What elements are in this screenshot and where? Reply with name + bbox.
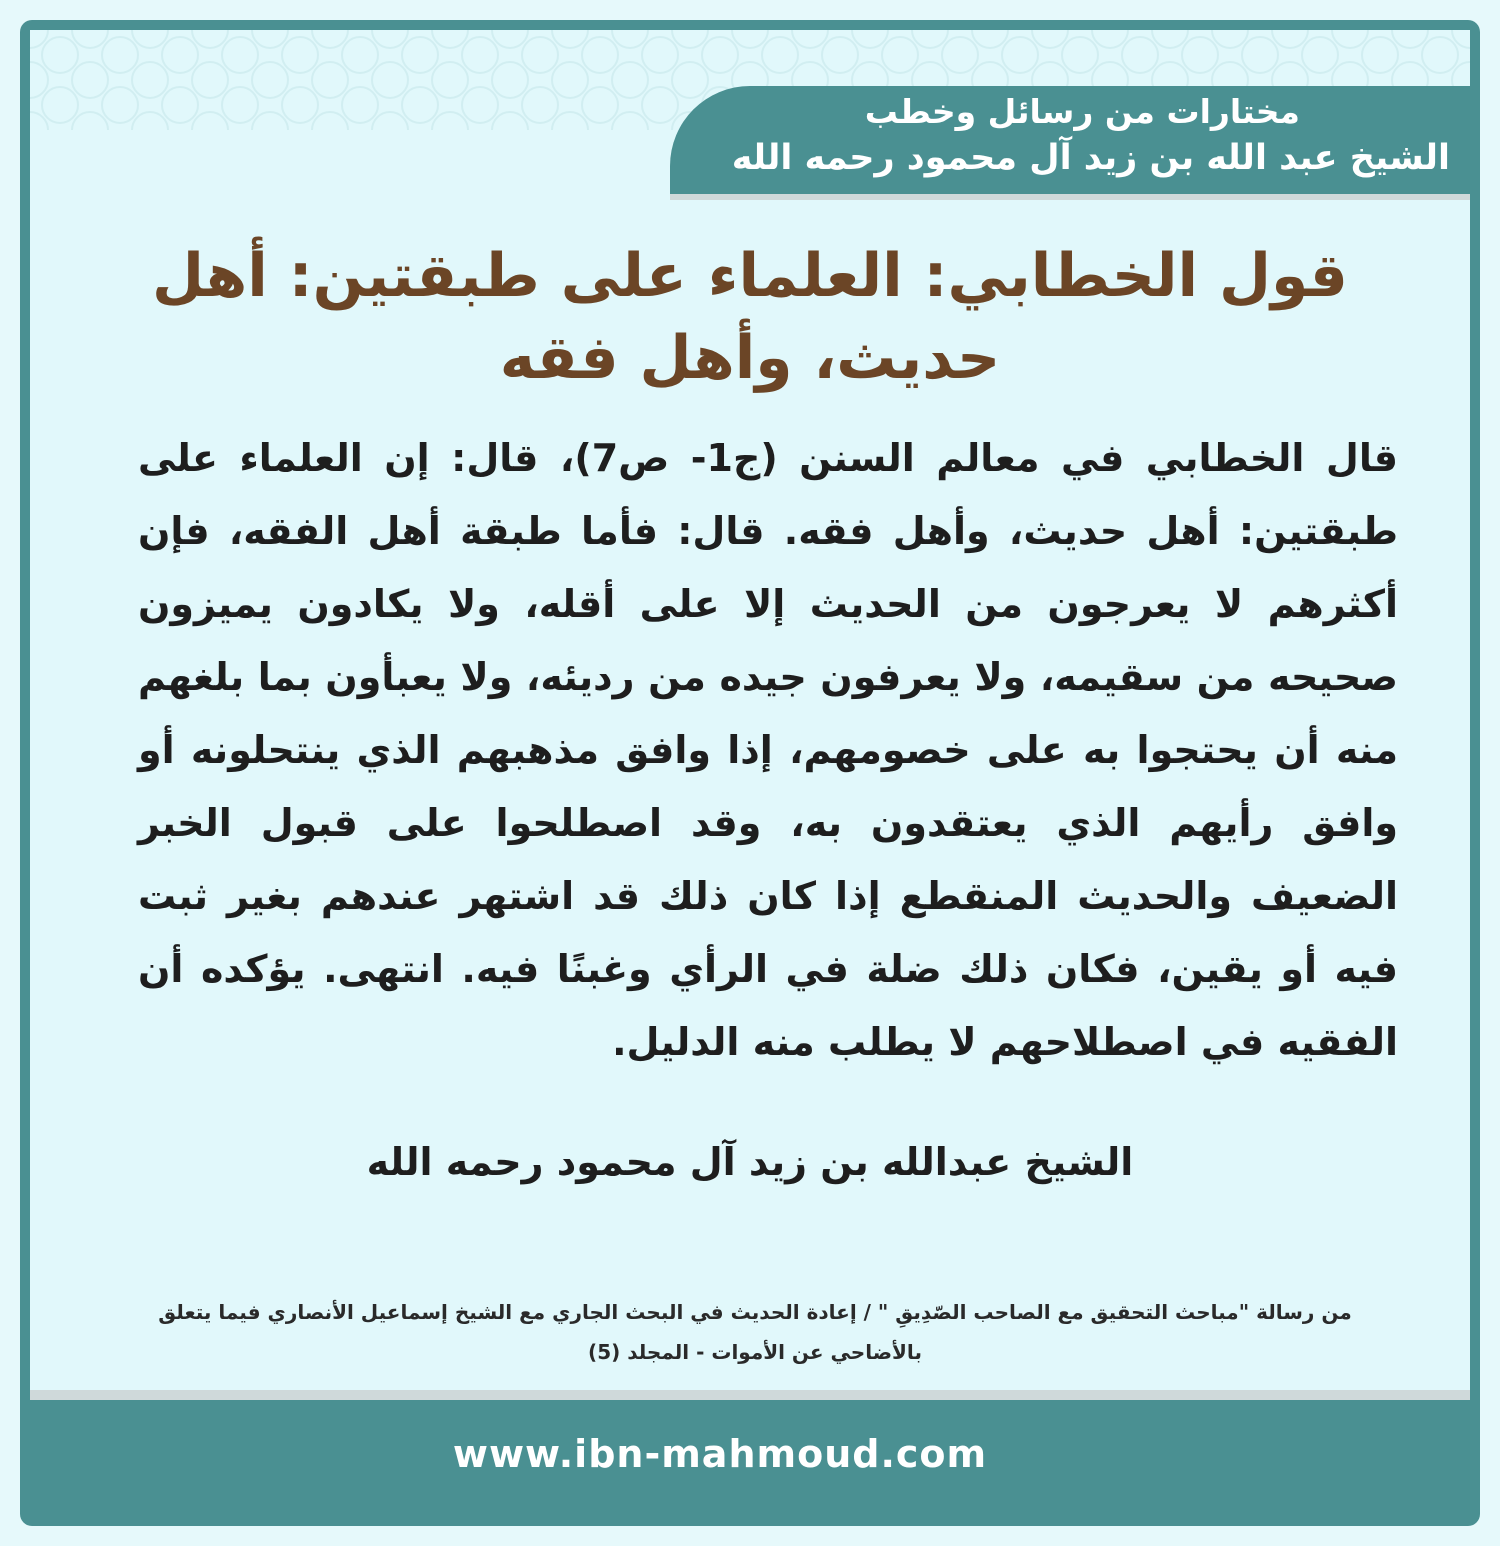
source-citation: من رسالة "مباحث التحقيق مع الصاحب الصّدِيقِ " / إعادة الحديث في البحث الجاري مع الشيخ إسماعيل الأنصاري فيما يتعلق بالأضاحي عن الأموات - المجلد (5) <box>158 1300 1352 1364</box>
series-title: مختارات من رسائل وخطب <box>864 92 1300 131</box>
author-signature: الشيخ عبدالله بن زيد آل محمود رحمه الله <box>366 1140 1134 1184</box>
article-title: قول الخطابي: العلماء على طبقتين: أهل حديث، وأهل فقه <box>152 241 1348 393</box>
card-frame <box>20 20 1480 1526</box>
website-link[interactable]: www.ibn-mahmoud.com <box>452 1432 988 1476</box>
content-panel <box>30 30 1470 1400</box>
article-body: قال الخطابي في معالم السنن (ج1- ص7)، قال: إن العلماء على طبقتين: أهل حديث، وأهل فقه. قال: فأما طبقة أهل الفقه، فإن أكثرهم لا يعرجون من الحديث إلا على أقله، ولا يكادون يميزون صحيحه من سقيمه، ولا يعرفون جيده من رديئه، ولا يعبأون بما بلغهم منه أن يحتجوا به على خصومهم، إذا وافق مذهبهم الذي ينتحلونه أو وافق رأيهم الذي يعتقدون به، وقد اصطلحوا على قبول الخبر الضعيف والحديث المنقطع إذا كان ذلك قد اشتهر عندهم بغير ثبت فيه أو يقين، فكان ذلك ضلة في الرأي وغبنًا فيه. انتهى. يؤكده أن الفقيه في اصطلاحهم لا يطلب منه الدليل. <box>138 436 1399 1064</box>
series-author: الشيخ عبد الله بن زيد آل محمود رحمه الله <box>731 138 1450 178</box>
header-banner <box>670 86 1470 200</box>
